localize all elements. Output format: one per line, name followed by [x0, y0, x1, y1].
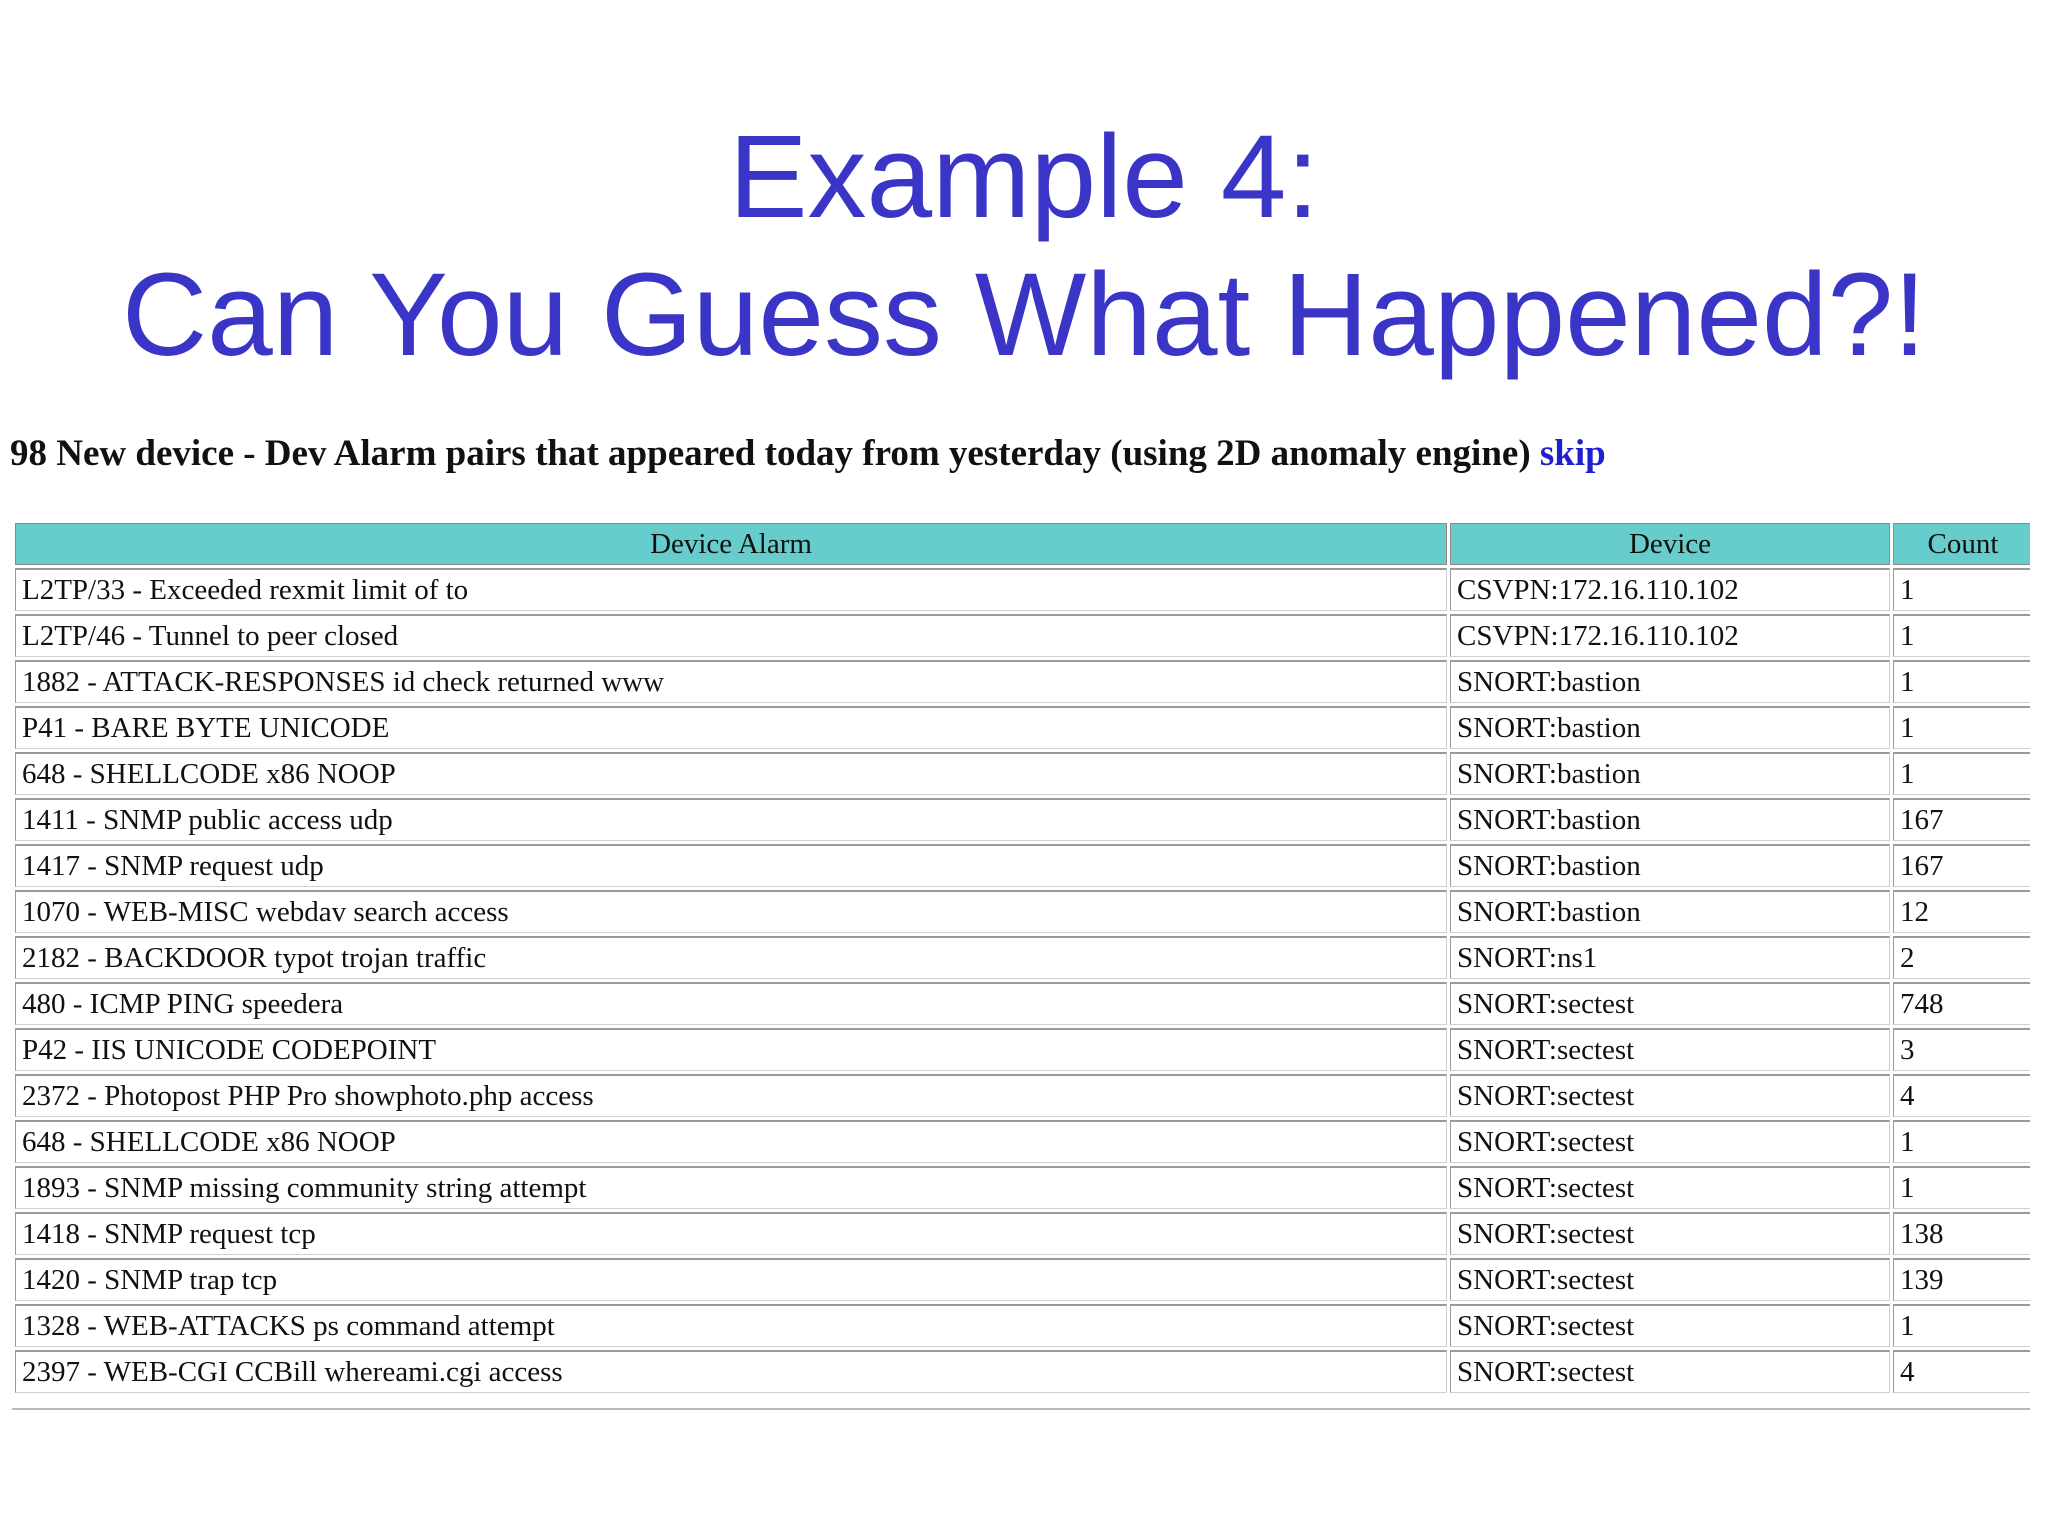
- device-cell: SNORT:bastion: [1450, 844, 1890, 887]
- count-cell: 1: [1893, 1120, 2030, 1163]
- device-cell: SNORT:sectest: [1450, 1028, 1890, 1071]
- count-cell: 1: [1893, 706, 2030, 749]
- device-cell: SNORT:bastion: [1450, 660, 1890, 703]
- table-row: [15, 890, 2030, 933]
- slide-title: [0, 108, 2048, 384]
- table-row: [15, 798, 2030, 841]
- device-alarm-cell: 648 - SHELLCODE x86 NOOP: [15, 752, 1447, 795]
- count-cell: 1: [1893, 660, 2030, 703]
- device-cell: SNORT:sectest: [1450, 1350, 1890, 1393]
- device-alarm-cell: P41 - BARE BYTE UNICODE: [15, 706, 1447, 749]
- table-row: [15, 706, 2030, 749]
- device-alarm-cell: 1411 - SNMP public access udp: [15, 798, 1447, 841]
- device-alarm-cell: 1328 - WEB-ATTACKS ps command attempt: [15, 1304, 1447, 1347]
- count-cell: 1: [1893, 1304, 2030, 1347]
- count-cell: 3: [1893, 1028, 2030, 1071]
- table-row: [15, 1120, 2030, 1163]
- column-header-device: Device: [1450, 523, 1890, 565]
- report-screenshot: [0, 420, 2048, 1400]
- device-cell: SNORT:sectest: [1450, 1074, 1890, 1117]
- table-row: [15, 1304, 2030, 1347]
- table-body: [15, 568, 2030, 1393]
- device-alarm-cell: 1418 - SNMP request tcp: [15, 1212, 1447, 1255]
- slide-title-line-2: Can You Guess What Happened?!: [121, 249, 1927, 381]
- count-cell: 167: [1893, 798, 2030, 841]
- device-cell: SNORT:bastion: [1450, 798, 1890, 841]
- report-heading-text: 98 New device - Dev Alarm pairs that appeared today from yesterday (using 2D anomaly engine): [10, 433, 1531, 474]
- device-cell: SNORT:sectest: [1450, 1166, 1890, 1209]
- table-row: [15, 1258, 2030, 1301]
- report-heading: [10, 432, 1606, 475]
- table-row: [15, 614, 2030, 657]
- device-alarm-cell: 1882 - ATTACK-RESPONSES id check returned www: [15, 660, 1447, 703]
- device-alarm-cell: 1420 - SNMP trap tcp: [15, 1258, 1447, 1301]
- device-alarm-cell: 1417 - SNMP request udp: [15, 844, 1447, 887]
- count-cell: 138: [1893, 1212, 2030, 1255]
- device-alarm-cell: P42 - IIS UNICODE CODEPOINT: [15, 1028, 1447, 1071]
- device-cell: SNORT:sectest: [1450, 1304, 1890, 1347]
- device-cell: SNORT:ns1: [1450, 936, 1890, 979]
- count-cell: 167: [1893, 844, 2030, 887]
- device-cell: SNORT:sectest: [1450, 1120, 1890, 1163]
- column-header-device-alarm: Device Alarm: [15, 523, 1447, 565]
- count-cell: 1: [1893, 752, 2030, 795]
- count-cell: 748: [1893, 982, 2030, 1025]
- count-cell: 1: [1893, 614, 2030, 657]
- device-cell: SNORT:sectest: [1450, 982, 1890, 1025]
- count-cell: 12: [1893, 890, 2030, 933]
- skip-link[interactable]: skip: [1539, 433, 1606, 474]
- table-row: [15, 1166, 2030, 1209]
- count-cell: 2: [1893, 936, 2030, 979]
- alarm-table-container: [12, 520, 2030, 1410]
- device-alarm-cell: L2TP/46 - Tunnel to peer closed: [15, 614, 1447, 657]
- table-row: [15, 844, 2030, 887]
- device-cell: SNORT:sectest: [1450, 1258, 1890, 1301]
- device-alarm-cell: 648 - SHELLCODE x86 NOOP: [15, 1120, 1447, 1163]
- device-alarm-cell: L2TP/33 - Exceeded rexmit limit of to: [15, 568, 1447, 611]
- device-alarm-cell: 1893 - SNMP missing community string attempt: [15, 1166, 1447, 1209]
- table-row: [15, 752, 2030, 795]
- count-cell: 4: [1893, 1074, 2030, 1117]
- table-row: [15, 1212, 2030, 1255]
- device-alarm-cell: 2182 - BACKDOOR typot trojan traffic: [15, 936, 1447, 979]
- device-alarm-cell: 2397 - WEB-CGI CCBill whereami.cgi access: [15, 1350, 1447, 1393]
- device-cell: CSVPN:172.16.110.102: [1450, 614, 1890, 657]
- count-cell: 1: [1893, 568, 2030, 611]
- device-cell: SNORT:bastion: [1450, 752, 1890, 795]
- table-row: [15, 936, 2030, 979]
- table-row: [15, 982, 2030, 1025]
- column-header-count: Count: [1893, 523, 2030, 565]
- table-row: [15, 660, 2030, 703]
- table-row: [15, 1074, 2030, 1117]
- device-cell: SNORT:bastion: [1450, 706, 1890, 749]
- device-cell: CSVPN:172.16.110.102: [1450, 568, 1890, 611]
- device-alarm-cell: 2372 - Photopost PHP Pro showphoto.php access: [15, 1074, 1447, 1117]
- table-header-row: [15, 523, 2030, 565]
- slide-title-line-1: Example 4:: [728, 111, 1320, 243]
- device-cell: SNORT:bastion: [1450, 890, 1890, 933]
- device-alarm-cell: 480 - ICMP PING speedera: [15, 982, 1447, 1025]
- table-row: [15, 1028, 2030, 1071]
- count-cell: 4: [1893, 1350, 2030, 1393]
- table-row: [15, 1350, 2030, 1393]
- count-cell: 1: [1893, 1166, 2030, 1209]
- table-row: [15, 568, 2030, 611]
- alarm-table: [12, 520, 2030, 1396]
- count-cell: 139: [1893, 1258, 2030, 1301]
- device-cell: SNORT:sectest: [1450, 1212, 1890, 1255]
- device-alarm-cell: 1070 - WEB-MISC webdav search access: [15, 890, 1447, 933]
